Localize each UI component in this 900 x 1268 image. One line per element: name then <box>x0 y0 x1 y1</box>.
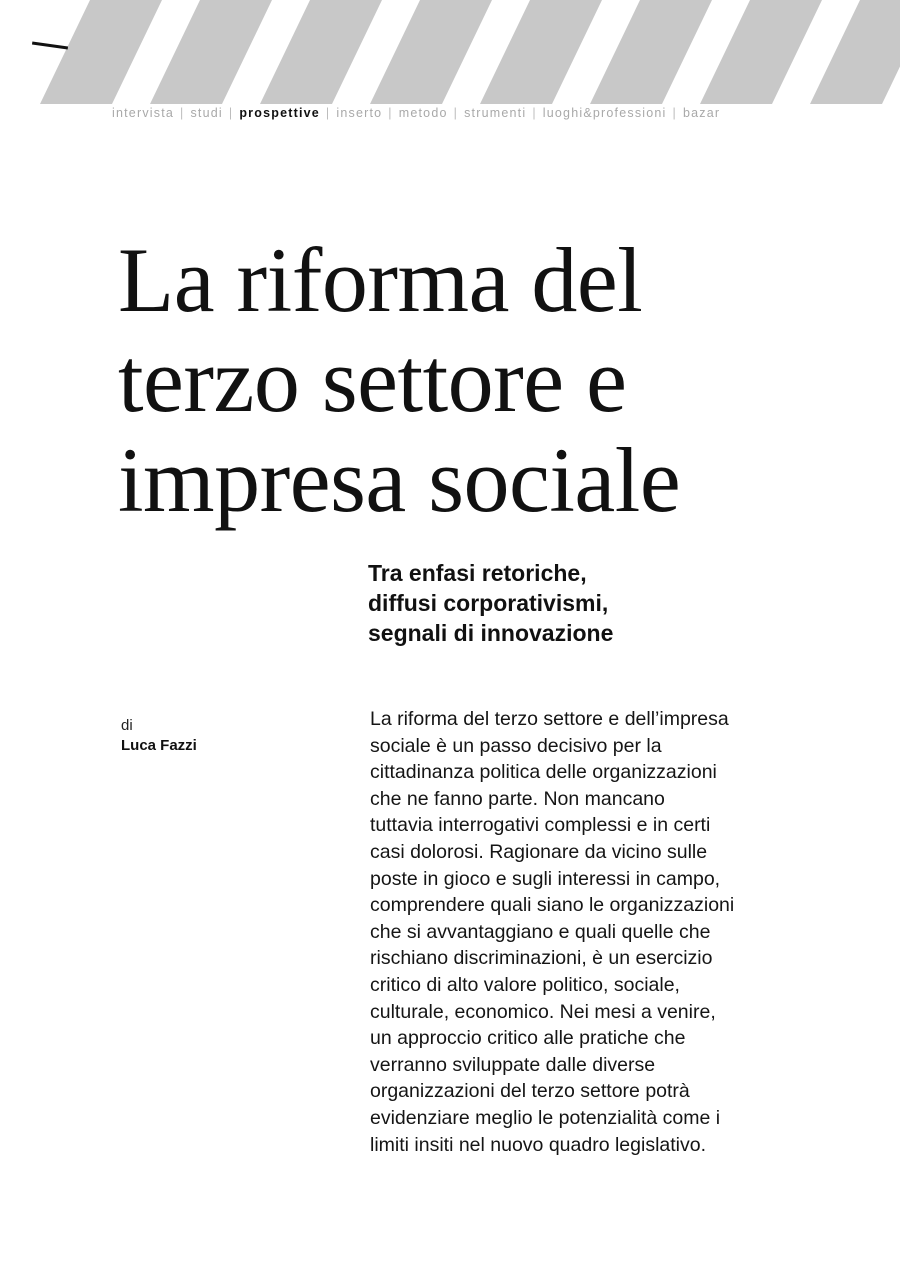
body-line: organizzazioni del terzo settore potrà <box>370 1080 690 1103</box>
stripe-band <box>40 0 162 104</box>
diagonal-stripes-decoration <box>0 0 900 104</box>
subtitle-line: Tra enfasi retoriche, <box>368 560 587 586</box>
body-line: poste in gioco e sugli interessi in campo, <box>370 867 721 890</box>
title-line: La riforma del <box>118 229 643 331</box>
body-line: rischiano discriminazioni, è un esercizio <box>370 947 713 970</box>
byline <box>121 716 197 756</box>
nav-item-prospettive: prospettive <box>239 106 320 120</box>
body-line: un approccio critico alle pratiche che <box>370 1027 686 1050</box>
stripe-band <box>150 0 272 104</box>
nav-separator: | <box>228 106 234 120</box>
body-line: critico di alto valore politico, sociale, <box>370 973 680 996</box>
article-subtitle <box>368 558 788 648</box>
body-line: culturale, economico. Nei mesi a venire, <box>370 1000 716 1023</box>
body-line: limiti insiti nel nuovo quadro legislativo. <box>370 1133 707 1156</box>
nav-separator: | <box>325 106 331 120</box>
nav-item-metodo: metodo <box>398 106 448 120</box>
nav-separator: | <box>180 106 185 120</box>
nav-separator: | <box>532 106 537 120</box>
body-line: tuttavia interrogativi complessi e in certi <box>370 814 711 837</box>
nav-separator: | <box>672 106 677 120</box>
stripe-band <box>480 0 602 104</box>
nav-item-strumenti: strumenti <box>464 106 527 120</box>
header-stripes <box>0 0 900 104</box>
body-line: comprendere quali siano le organizzazioni <box>370 894 735 917</box>
stripe-band <box>810 0 900 104</box>
subtitle-line: diffusi corporativismi, <box>368 590 609 616</box>
subtitle-line: segnali di innovazione <box>368 620 614 646</box>
stripe-band <box>370 0 492 104</box>
stripe-band <box>590 0 712 104</box>
stripe-band <box>700 0 822 104</box>
title-line: impresa sociale <box>118 429 681 531</box>
byline-prefix: di <box>121 717 133 734</box>
body-line: La riforma del terzo settore e dell’impresa <box>370 708 729 730</box>
nav-separator: | <box>388 106 393 120</box>
article-title <box>118 230 818 530</box>
nav-item-bazar: bazar <box>682 106 721 120</box>
author-name: Luca Fazzi <box>121 737 197 754</box>
body-line: che ne fanno parte. Non mancano <box>370 787 665 810</box>
title-line: terzo settore e <box>118 329 627 431</box>
nav-separator: | <box>453 106 459 120</box>
nav-item-studi: studi <box>190 106 223 120</box>
nav-item-luoghi-professioni: luoghi&professioni <box>542 106 667 120</box>
body-line: che si avvantaggiano e quali quelle che <box>370 920 711 943</box>
body-line: evidenziare meglio le potenzialità come i <box>370 1106 721 1129</box>
nav-item-intervista: intervista <box>112 106 175 120</box>
article-abstract <box>370 706 830 1158</box>
body-line: casi dolorosi. Ragionare da vicino sulle <box>370 840 708 863</box>
body-line: cittadinanza politica delle organizzazioni <box>370 761 717 784</box>
body-line: sociale è un passo decisivo per la <box>370 734 662 757</box>
stripe-band <box>260 0 382 104</box>
body-line: verranno sviluppate dalle diverse <box>370 1053 656 1076</box>
section-nav <box>112 106 800 120</box>
nav-item-inserto: inserto <box>336 106 383 120</box>
